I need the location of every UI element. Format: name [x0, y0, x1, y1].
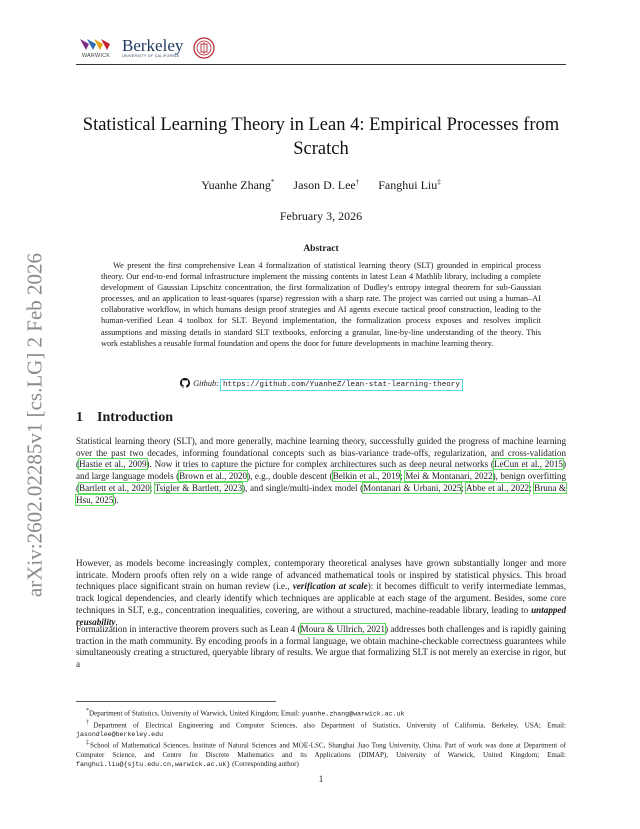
citation-link[interactable]: Hastie et al., 2009	[79, 459, 147, 470]
arxiv-identifier: arXiv:2602.02285v1 [cs.LG] 2 Feb 2026	[22, 252, 47, 598]
page-number: 1	[318, 774, 324, 784]
email-address: fanghui.liu@{sjtu.edu.cn,warwick.ac.uk}	[76, 761, 231, 769]
berkeley-logo	[122, 38, 183, 58]
author: Jason D. Lee†	[293, 178, 360, 192]
citation-link[interactable]: Moura & Ullrich, 2021	[300, 624, 386, 634]
abstract-heading: Abstract	[303, 244, 339, 254]
footnotes	[76, 707, 566, 769]
intro-paragraph-2: However, as models become increasingly complex, contemporary theoretical analyses have grown substantially longer and more intricate. Modern proofs often rely on a wide range of advanced mathematical tools or inspired by statistical physics. This broad techniques place significant strain on human review (i.e., verification at scale): it becomes difficult to verify intermediate lemmas, track logical dependencies, and clearly identify which techniques are applicable at each stage of the argument. Besides, some core techniques in SLT, e.g., concentration inequalities, covering, are without a structured, machine-readable library, leading to untapped reusability.	[76, 558, 566, 627]
header-rule	[76, 64, 566, 65]
citation-link[interactable]: Abbe et al., 2022	[465, 482, 530, 493]
warwick-logo	[76, 37, 116, 59]
github-label: Github:	[193, 379, 219, 388]
intro-paragraph-3: Formalization in interactive theorem provers such as Lean 4 (Moura & Ullrich, 2021) addresses both challenges and is rapidly gaining traction in the math community. By encoding proofs in a formal language, we obtain machine-checkable correctness guarantees while simultaneously creating a structured, queryable library of results. We argue that formalizing SLT is not merely an exercise in rigor, but a	[76, 624, 566, 670]
warwick-wordmark: WARWICK	[81, 53, 111, 59]
github-icon	[180, 378, 190, 388]
email-address: jasondlee@berkeley.edu	[76, 731, 164, 739]
section-heading-introduction	[76, 410, 173, 426]
emphasis-text: untapped reusability	[76, 604, 566, 627]
header-logos	[76, 34, 215, 62]
citation-link[interactable]: Brown et al., 2020	[179, 471, 248, 482]
footnote: *Department of Statistics, University of Warwick, United Kingdom; Email: yuanhe.zhang@warwick.ac.uk	[86, 708, 405, 718]
berkeley-subtitle: UNIVERSITY OF CALIFORNIA	[122, 54, 180, 58]
sjtu-seal-icon	[193, 37, 215, 59]
citation-link[interactable]: Belkin et al., 2019	[332, 471, 401, 482]
emphasis-text: verification at scale	[292, 581, 368, 592]
intro-paragraph-1: Statistical learning theory (SLT), and more generally, machine learning theory, successfully guided the progress of machine learning over the past two decades, informing foundational concepts such as bias-variance trade-offs, regularization, and cross-validation (Hastie et al., 2009). Now it tries to capture the picture for complex architectures such as deep neural networks (LeCun et al., 2015) and large language models (Brown et al., 2020), e.g., double descent (Belkin et al., 2019; Mei & Montanari, 2022), benign overfitting (Bartlett et al., 2020; Tsigler & Bartlett, 2023), and single/multi-index model (Montanari & Urbani, 2025; Abbe et al., 2022; Bruna & Hsu, 2025).	[76, 436, 566, 505]
citation-link[interactable]: Montanari & Urbani, 2025	[363, 482, 462, 493]
author-list	[76, 178, 566, 193]
footnote: †Department of Electrical Engineering and Computer Sciences, also Department of Statistics, University of California, Berkeley, USA; Email: jasondlee@berkeley.edu	[76, 719, 567, 739]
citation-link[interactable]: Bartlett et al., 2020	[79, 482, 150, 493]
author: Fanghui Liu‡	[378, 178, 441, 192]
paper-date: February 3, 2026	[279, 209, 363, 223]
section-number: 1	[76, 410, 83, 425]
github-url-link[interactable]: https://github.com/YuanheZ/lean-stat-learning-theory	[222, 381, 460, 389]
email-address: yuanhe.zhang@warwick.ac.uk	[301, 710, 405, 718]
section-title: Introduction	[97, 410, 173, 425]
abstract-body: We present the first comprehensive Lean 4 formalization of statistical learning theory (SLT) grounded in empirical process theory. Our end-to-end formal infrastructure implement the missing contents in latest Lean 4 Mathlib library, including a complete development of Gaussian Lipschitz concentration, the first formalization of Dudley's entropy integral theorem for sub-Gaussian processes, and an application to least-squares (sparse) regression with a sharp rate. The project was carried out using a human–AI collaborative workflow, in which humans design proof strategies and AI agents execute tactical proof construction, leading to the human-verified Lean 4 toolbox for SLT. Beyond implementation, the formalization process exposes and resolves implicit assumptions and missing details in standard SLT textbooks, enforcing a granular, line-by-line understanding of the theory. This work establishes a reusable formal foundation and opens the door for future developments in machine learning theory.	[101, 261, 541, 348]
citation-link[interactable]: Bruna & Hsu, 2025	[76, 482, 566, 505]
footnote-rule	[76, 701, 276, 702]
github-line	[76, 378, 566, 389]
warwick-logo-icon	[78, 37, 114, 52]
footnote: ‡School of Mathematical Sciences, Institute of Natural Sciences and MOE-LSC, Shanghai Jiao Tong University, China. Part of work was done at Department of Computer Science, and Centre for Discrete Mathematics and its Applications (DIMAP), University of Warwick, United Kingdom; Email: fanghui.liu@{sjtu.edu.cn,warwick.ac.uk} (Corresponding author)	[76, 740, 566, 769]
paper-title: Statistical Learning Theory in Lean 4: Empirical Processes from Scratch	[82, 115, 560, 159]
citation-link[interactable]: LeCun et al., 2015	[493, 459, 563, 470]
citation-link[interactable]: Tsigler & Bartlett, 2023	[154, 482, 243, 493]
arxiv-sidebar	[20, 240, 50, 610]
author: Yuanhe Zhang*	[201, 178, 275, 192]
citation-link[interactable]: Mei & Montanari, 2022	[405, 471, 493, 482]
berkeley-wordmark: Berkeley	[122, 36, 184, 55]
